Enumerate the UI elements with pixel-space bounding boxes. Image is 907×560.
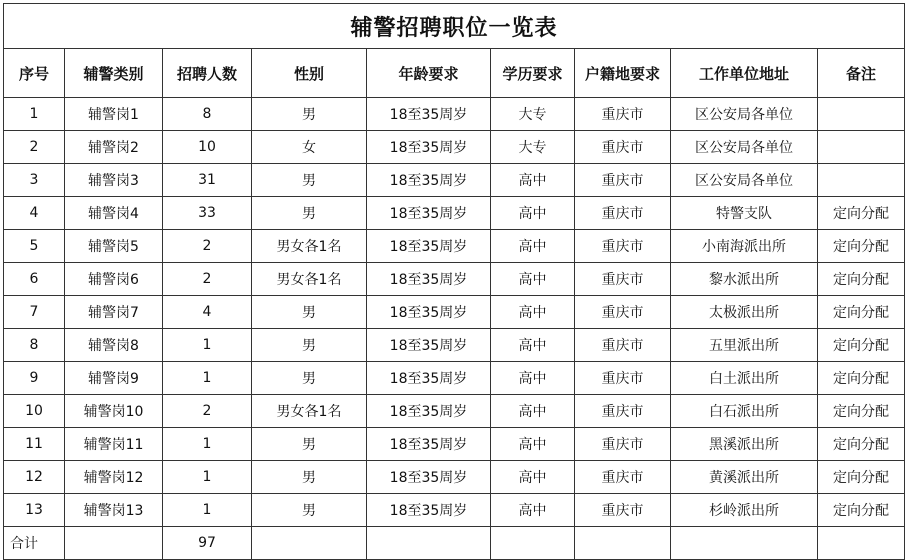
cell-education: 高中 (491, 428, 575, 461)
cell-education: 高中 (491, 263, 575, 296)
cell-gender: 男 (252, 296, 367, 329)
cell-education: 高中 (491, 230, 575, 263)
cell-workplace: 区公安局各单位 (671, 164, 818, 197)
cell-remarks: 定向分配 (818, 230, 905, 263)
recruitment-table-container (3, 3, 905, 560)
cell-category: 辅警岗2 (65, 131, 163, 164)
table-row (4, 131, 905, 164)
cell-residence: 重庆市 (575, 494, 671, 527)
cell-index: 9 (4, 362, 65, 395)
cell-age: 18至35周岁 (367, 329, 491, 362)
cell-index: 1 (4, 98, 65, 131)
cell-remarks: 定向分配 (818, 362, 905, 395)
cell-category: 辅警岗3 (65, 164, 163, 197)
header-category: 辅警类别 (65, 49, 163, 98)
cell-count: 1 (163, 329, 252, 362)
cell-category: 辅警岗1 (65, 98, 163, 131)
cell-workplace: 区公安局各单位 (671, 98, 818, 131)
cell-gender: 男 (252, 164, 367, 197)
cell-gender: 男 (252, 461, 367, 494)
cell-residence: 重庆市 (575, 98, 671, 131)
table-row (4, 494, 905, 527)
table-body (4, 98, 905, 527)
cell-index: 13 (4, 494, 65, 527)
cell-workplace: 白石派出所 (671, 395, 818, 428)
cell-remarks: 定向分配 (818, 395, 905, 428)
cell-category: 辅警岗7 (65, 296, 163, 329)
cell-remarks: 定向分配 (818, 263, 905, 296)
cell-education: 高中 (491, 164, 575, 197)
cell-index: 2 (4, 131, 65, 164)
cell-index: 5 (4, 230, 65, 263)
cell-index: 3 (4, 164, 65, 197)
header-workplace: 工作单位地址 (671, 49, 818, 98)
table-row (4, 395, 905, 428)
cell-gender: 男女各1名 (252, 263, 367, 296)
cell-remarks: 定向分配 (818, 494, 905, 527)
header-count: 招聘人数 (163, 49, 252, 98)
cell-gender: 男 (252, 428, 367, 461)
table-title: 辅警招聘职位一览表 (4, 4, 905, 49)
cell-workplace: 五里派出所 (671, 329, 818, 362)
cell-workplace: 黎水派出所 (671, 263, 818, 296)
recruitment-table (3, 3, 905, 560)
table-row (4, 329, 905, 362)
cell-residence: 重庆市 (575, 362, 671, 395)
cell-residence: 重庆市 (575, 395, 671, 428)
cell-age: 18至35周岁 (367, 263, 491, 296)
cell-category: 辅警岗4 (65, 197, 163, 230)
cell-index: 4 (4, 197, 65, 230)
cell-age: 18至35周岁 (367, 131, 491, 164)
cell-category: 辅警岗5 (65, 230, 163, 263)
cell-workplace: 小南海派出所 (671, 230, 818, 263)
cell-workplace: 黑溪派出所 (671, 428, 818, 461)
cell-index: 7 (4, 296, 65, 329)
cell-gender: 男女各1名 (252, 395, 367, 428)
cell-remarks: 定向分配 (818, 296, 905, 329)
table-row (4, 230, 905, 263)
header-row (4, 49, 905, 98)
total-empty-cell (818, 527, 905, 560)
table-row (4, 362, 905, 395)
cell-remarks (818, 164, 905, 197)
cell-count: 1 (163, 428, 252, 461)
cell-workplace: 区公安局各单位 (671, 131, 818, 164)
table-row (4, 98, 905, 131)
cell-category: 辅警岗10 (65, 395, 163, 428)
cell-education: 高中 (491, 461, 575, 494)
cell-workplace: 太极派出所 (671, 296, 818, 329)
cell-index: 12 (4, 461, 65, 494)
total-empty-cell (65, 527, 163, 560)
cell-age: 18至35周岁 (367, 98, 491, 131)
cell-gender: 女 (252, 131, 367, 164)
cell-count: 8 (163, 98, 252, 131)
cell-education: 高中 (491, 395, 575, 428)
cell-remarks: 定向分配 (818, 329, 905, 362)
cell-residence: 重庆市 (575, 263, 671, 296)
cell-count: 1 (163, 494, 252, 527)
total-empty-cell (367, 527, 491, 560)
header-age: 年龄要求 (367, 49, 491, 98)
header-gender: 性别 (252, 49, 367, 98)
cell-age: 18至35周岁 (367, 164, 491, 197)
header-index: 序号 (4, 49, 65, 98)
cell-count: 2 (163, 263, 252, 296)
total-empty-cell (252, 527, 367, 560)
cell-age: 18至35周岁 (367, 296, 491, 329)
cell-workplace: 杉岭派出所 (671, 494, 818, 527)
cell-gender: 男女各1名 (252, 230, 367, 263)
total-row (4, 527, 905, 560)
total-label: 合计 (4, 527, 65, 560)
total-empty-cell (671, 527, 818, 560)
cell-remarks (818, 131, 905, 164)
cell-residence: 重庆市 (575, 164, 671, 197)
cell-gender: 男 (252, 98, 367, 131)
cell-count: 2 (163, 395, 252, 428)
cell-remarks: 定向分配 (818, 461, 905, 494)
cell-residence: 重庆市 (575, 230, 671, 263)
table-row (4, 263, 905, 296)
cell-gender: 男 (252, 329, 367, 362)
cell-category: 辅警岗11 (65, 428, 163, 461)
cell-residence: 重庆市 (575, 296, 671, 329)
cell-index: 10 (4, 395, 65, 428)
cell-count: 33 (163, 197, 252, 230)
cell-residence: 重庆市 (575, 461, 671, 494)
cell-residence: 重庆市 (575, 131, 671, 164)
total-empty-cell (491, 527, 575, 560)
cell-age: 18至35周岁 (367, 428, 491, 461)
cell-age: 18至35周岁 (367, 230, 491, 263)
cell-category: 辅警岗12 (65, 461, 163, 494)
cell-count: 2 (163, 230, 252, 263)
header-education: 学历要求 (491, 49, 575, 98)
cell-count: 1 (163, 362, 252, 395)
cell-workplace: 白土派出所 (671, 362, 818, 395)
header-residence: 户籍地要求 (575, 49, 671, 98)
cell-residence: 重庆市 (575, 329, 671, 362)
cell-residence: 重庆市 (575, 197, 671, 230)
cell-education: 高中 (491, 197, 575, 230)
table-row (4, 428, 905, 461)
cell-residence: 重庆市 (575, 428, 671, 461)
cell-age: 18至35周岁 (367, 362, 491, 395)
cell-index: 6 (4, 263, 65, 296)
cell-category: 辅警岗9 (65, 362, 163, 395)
cell-education: 大专 (491, 98, 575, 131)
cell-count: 31 (163, 164, 252, 197)
cell-remarks: 定向分配 (818, 197, 905, 230)
table-row (4, 461, 905, 494)
cell-count: 10 (163, 131, 252, 164)
cell-workplace: 黄溪派出所 (671, 461, 818, 494)
table-row (4, 197, 905, 230)
cell-gender: 男 (252, 494, 367, 527)
table-row (4, 164, 905, 197)
cell-workplace: 特警支队 (671, 197, 818, 230)
header-remarks: 备注 (818, 49, 905, 98)
cell-education: 高中 (491, 494, 575, 527)
cell-age: 18至35周岁 (367, 197, 491, 230)
cell-remarks (818, 98, 905, 131)
cell-category: 辅警岗8 (65, 329, 163, 362)
cell-category: 辅警岗6 (65, 263, 163, 296)
cell-category: 辅警岗13 (65, 494, 163, 527)
cell-gender: 男 (252, 197, 367, 230)
cell-education: 高中 (491, 362, 575, 395)
cell-index: 8 (4, 329, 65, 362)
cell-age: 18至35周岁 (367, 395, 491, 428)
cell-count: 1 (163, 461, 252, 494)
table-row (4, 296, 905, 329)
cell-age: 18至35周岁 (367, 494, 491, 527)
cell-remarks: 定向分配 (818, 428, 905, 461)
cell-education: 高中 (491, 329, 575, 362)
total-count: 97 (163, 527, 252, 560)
cell-index: 11 (4, 428, 65, 461)
cell-gender: 男 (252, 362, 367, 395)
cell-age: 18至35周岁 (367, 461, 491, 494)
cell-education: 高中 (491, 296, 575, 329)
cell-education: 大专 (491, 131, 575, 164)
total-empty-cell (575, 527, 671, 560)
cell-count: 4 (163, 296, 252, 329)
